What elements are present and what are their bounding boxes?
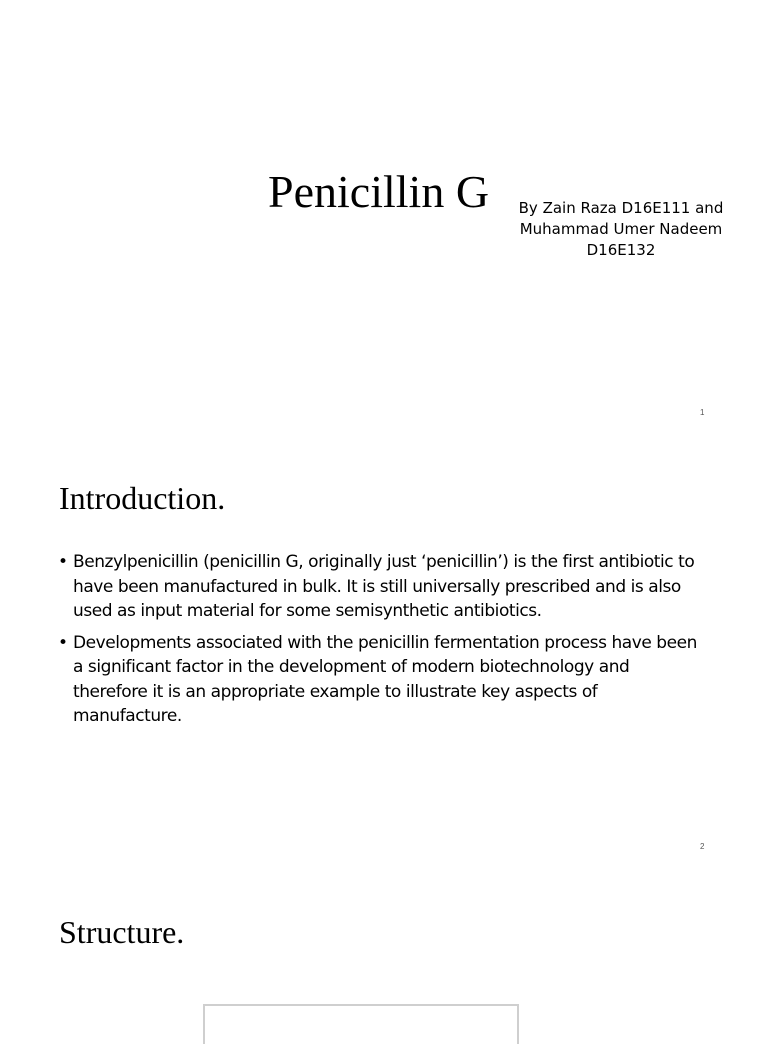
slide-1 <box>0 0 768 434</box>
bullet-text: Benzylpenicillin (penicillin G, originally just ‘penicillin’) is the first antibiotic to have been manufactured in bulk. It is still universally prescribed and is also used as input material for some semisynthetic antibiotics. <box>73 552 695 621</box>
slide-number: 1 <box>700 408 705 417</box>
slide-3 <box>0 868 768 1024</box>
slide-heading: Introduction. <box>59 480 226 516</box>
bullet-list <box>58 550 708 736</box>
slide-subtitle-authors <box>502 198 740 261</box>
slide-2 <box>0 434 768 868</box>
subtitle-line: D16E132 <box>586 241 656 259</box>
bullet-dot-icon: • <box>58 552 68 572</box>
subtitle-line: Muhammad Umer Nadeem <box>519 220 723 238</box>
slide-title: Penicillin G <box>268 166 490 217</box>
bullet-item <box>58 631 708 729</box>
subtitle-line: By Zain Raza D16E111 and <box>518 199 724 217</box>
bullet-dot-icon: • <box>58 632 68 653</box>
bullet-item <box>58 550 708 624</box>
structure-image-frame <box>203 1004 519 1044</box>
slide-number: 2 <box>700 842 705 851</box>
bullet-text: Developments associated with the penicillin fermentation process have been a significant factor in the development of modern biotechnology and therefore it is an appropriate example to illustrate key aspects of manufacture. <box>73 632 697 726</box>
slide-heading: Structure. <box>59 914 185 950</box>
